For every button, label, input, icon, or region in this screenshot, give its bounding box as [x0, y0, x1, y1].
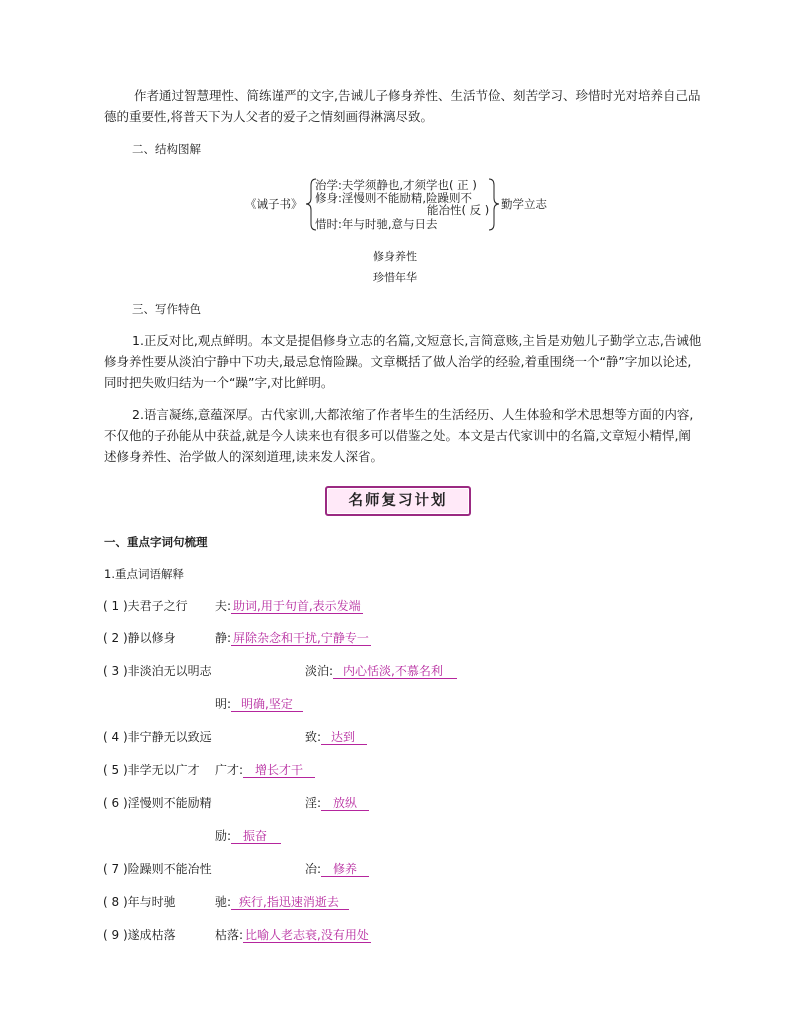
vocab-num: ( 2 ) [103, 631, 128, 645]
vocab-phrase: 险躁则不能冶性 [127, 862, 212, 876]
vocab-item-7 [103, 861, 212, 877]
intro-line-1: 作者通过智慧理性、简练谨严的文字,告诫儿子修身养性、生活节俭、刻苦学习、珍惜时光对培养自己品 [134, 88, 701, 103]
vocab-word-9: 枯落: 比喻人老志衰,没有用处 [215, 928, 369, 942]
sub-vocab-title: 1.重点词语解释 [104, 567, 184, 581]
structure-diagram [245, 176, 565, 236]
vocab-answer: 内心恬淡,不慕名利 [333, 664, 457, 679]
vocab-word-7: 冶: 修养 [305, 861, 369, 877]
diagram-branch-time: 惜时:年与时驰,意与日去 [315, 217, 438, 231]
vocab-answer: 疾行,指迅速消逝去 [231, 895, 349, 910]
features-p1-line-3: 同时把失败归结为一个“躁”字,对比鲜明。 [104, 375, 334, 390]
vocab-item-9 [103, 927, 176, 943]
vocab-answer: 振奋 [231, 829, 281, 844]
diagram-conclusion: 勤学立志 [501, 197, 547, 211]
vocab-answer: 助词,用于句首,表示发端 [233, 599, 361, 613]
section-keywords-title: 一、重点字词句梳理 [104, 535, 208, 549]
vocab-num: ( 3 ) [103, 664, 128, 678]
vocab-word-3: 淡泊: 内心恬淡,不慕名利 [305, 663, 457, 679]
vocab-phrase: 静以修身 [127, 631, 176, 645]
vocab-phrase: 非淡泊无以明志 [127, 664, 212, 678]
diagram-branch-study: 治学:夫学须静也,才须学也( 正 ) [315, 178, 477, 192]
vocab-item-4 [103, 729, 212, 745]
review-plan-banner [325, 486, 471, 516]
vocab-item-3 [103, 663, 212, 679]
vocab-num: ( 4 ) [103, 730, 128, 744]
vocab-word-6b: 励: 振奋 [215, 828, 281, 844]
vocab-num: ( 9 ) [103, 928, 128, 942]
vocab-num: ( 5 ) [103, 763, 128, 777]
section-features-title: 三、写作特色 [132, 302, 201, 316]
vocab-word-1: 夫: 助词,用于句首,表示发端 [215, 599, 361, 613]
features-p2-line-3: 述修身养性、治学做人的深刻道理,读来发人深省。 [104, 449, 383, 464]
vocab-word-2: 静: 屏除杂念和干扰,宁静专一 [215, 631, 369, 645]
review-plan-title: 名师复习计划 [348, 493, 448, 509]
vocab-num: ( 7 ) [103, 862, 128, 876]
vocab-answer: 修养 [321, 862, 369, 877]
vocab-num: ( 6 ) [103, 796, 128, 810]
vocab-num: ( 1 ) [103, 599, 128, 613]
vocab-phrase: 遂成枯落 [127, 928, 176, 942]
vocab-item-5 [103, 762, 200, 778]
vocab-word-6: 淫: 放纵 [305, 795, 369, 811]
vocab-answer: 放纵 [321, 796, 369, 811]
features-p2-line-2: 不仅他的子孙能从中获益,就是今人读来也有很多可以借鉴之处。本文是古代家训中的名篇,文章短小精悍,阐 [104, 428, 691, 443]
vocab-word-3b: 明: 明确,坚定 [215, 696, 303, 712]
vocab-item-8 [103, 894, 176, 910]
diagram-caption-2: 珍惜年华 [373, 271, 417, 284]
vocab-item-1 [103, 598, 188, 614]
vocab-answer: 比喻人老志衰,没有用处 [245, 928, 369, 942]
features-p1-line-2: 修身养性要从淡泊宁静中下功夫,最忌怠惰险躁。文章概括了做人治学的经验,着重围绕一个“静”字加以论述, [104, 354, 692, 369]
vocab-phrase: 年与时驰 [127, 895, 176, 909]
vocab-word-5: 广才: 增长才干 [215, 762, 315, 778]
intro-line-2: 德的重要性,将普天下为人父者的爱子之情刻画得淋漓尽致。 [104, 109, 433, 124]
diagram-root: 《诫子书》 [245, 197, 303, 211]
vocab-phrase: 非学无以广才 [127, 763, 200, 777]
vocab-item-2 [103, 630, 176, 646]
section-structure-title: 二、结构图解 [132, 142, 201, 156]
vocab-phrase: 淫慢则不能励精 [127, 796, 212, 810]
vocab-num: ( 8 ) [103, 895, 128, 909]
vocab-answer: 达到 [321, 730, 367, 745]
features-p2-line-1: 2.语言凝练,意蕴深厚。古代家训,大都浓缩了作者毕生的生活经历、人生体验和学术思想等方面的内容, [132, 407, 694, 422]
vocab-answer: 明确,坚定 [231, 697, 303, 712]
vocab-answer: 增长才干 [243, 763, 315, 778]
vocab-answer: 屏除杂念和干扰,宁静专一 [233, 631, 369, 645]
diagram-branch-cultivate-cont: 能冶性( 反 ) [427, 203, 490, 217]
diagram-caption-1: 修身养性 [373, 250, 417, 263]
diagram-branch-cultivate: 修身:淫慢则不能励精,险躁则不 [315, 191, 473, 205]
features-p1-line-1: 1.正反对比,观点鲜明。本文是提倡修身立志的名篇,文短意长,言简意赅,主旨是劝勉儿子勤学立志,告诫他 [132, 333, 702, 348]
vocab-word-4: 致: 达到 [305, 729, 367, 745]
vocab-phrase: 非宁静无以致远 [127, 730, 212, 744]
vocab-item-6 [103, 795, 212, 811]
vocab-word-8: 驰: 疾行,指迅速消逝去 [215, 894, 349, 910]
vocab-phrase: 夫君子之行 [127, 599, 188, 613]
